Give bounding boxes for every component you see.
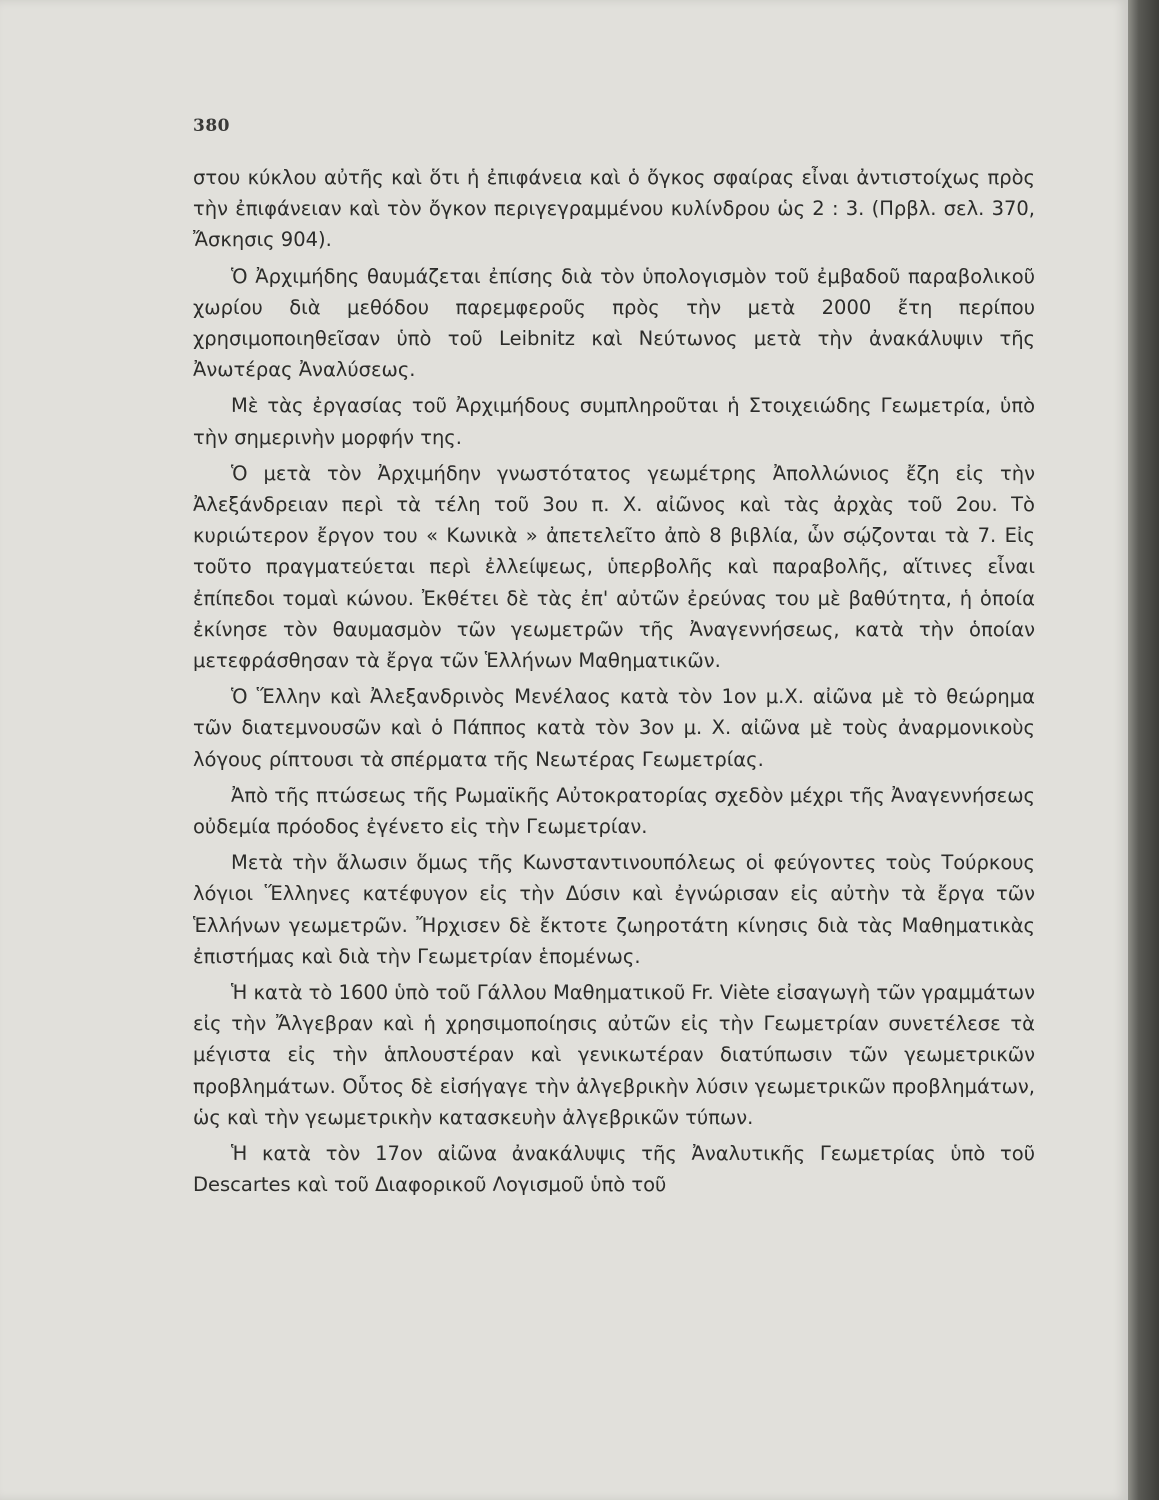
paragraph: Ἡ κατὰ τὸν 17ον αἰῶνα ἀνακάλυψις τῆς Ἀναλυτικῆς Γεωμετρίας ὑπὸ τοῦ Descartes καὶ τοῦ Διαφορικοῦ Λογισμοῦ ὑπὸ τοῦ	[193, 1142, 1035, 1197]
paragraph: Μὲ τὰς ἐργασίας τοῦ Ἀρχιμήδους συμπληροῦται ἡ Στοιχειώδης Γεωμετρία, ὑπὸ τὴν σημερινὴν μορφήν της.	[193, 394, 1035, 449]
paragraph: Ὁ μετὰ τὸν Ἀρχιμήδην γνωστότατος γεωμέτρης Ἀπολλώνιος ἔζη εἰς τὴν Ἀλεξάνδρειαν περὶ τὰ τέλη τοῦ 3ου π. Χ. αἰῶνος καὶ τὰς ἀρχὰς τοῦ 2ου. Τὸ κυριώτερον ἔργον του « Κωνικὰ » ἀπετελεῖτο ἀπὸ 8 βιβλία, ὧν σῴζονται τὰ 7. Εἰς τοῦτο πραγματεύεται περὶ ἐλλείψεως, ὑπερβολῆς καὶ παραβολῆς, αἵτινες εἶναι ἐπίπεδοι τομαὶ κώνου. Ἐκθέτει δὲ τὰς ἐπ' αὐτῶν ἐρεύνας του μὲ βαθύτητα, ἡ ὁποία ἐκίνησε τὸν θαυμασμὸν τῶν γεωμετρῶν τῆς Ἀναγεννήσεως, κατὰ τὴν ὁποίαν μετεφράσθησαν τὰ ἔργα τῶν Ἑλλήνων Μαθηματικῶν.	[193, 461, 1035, 673]
paragraph: Ἡ κατὰ τὸ 1600 ὑπὸ τοῦ Γάλλου Μαθηματικοῦ Fr. Viète εἰσαγωγὴ τῶν γραμμάτων εἰς τὴν Ἄλγεβραν καὶ ἡ χρησιμοποίησις αὐτῶν εἰς τὴν Γεωμετρίαν συνετέλεσε τὰ μέγιστα εἰς τὴν ἁπλουστέραν καὶ γενικωτέραν διατύπωσιν τῶν γεωμετρικῶν προβλημάτων. Οὗτος δὲ εἰσήγαγε τὴν ἀλγεβρικὴν λύσιν γεωμετρικῶν προβλημάτων, ὡς καὶ τὴν γεωμετρικὴν κατασκευὴν ἀλγεβρικῶν τύπων.	[193, 981, 1035, 1129]
page-binding-edge	[1128, 0, 1159, 1500]
body-text	[193, 162, 1035, 1206]
paragraph: Ἀπὸ τῆς πτώσεως τῆς Ρωμαϊκῆς Αὐτοκρατορίας σχεδὸν μέχρι τῆς Ἀναγεννήσεως οὐδεμία πρόοδος ἐγένετο εἰς τὴν Γεωμετρίαν.	[193, 783, 1035, 839]
paragraph: Ὁ Ἀρχιμήδης θαυμάζεται ἐπίσης διὰ τὸν ὑπολογισμὸν τοῦ ἐμβαδοῦ παραβολικοῦ χωρίου διὰ μεθόδου παρεμφεροῦς πρὸς τὴν μετὰ 2000 ἔτη περίπου χρησιμοποιηθεῖσαν ὑπὸ τοῦ Leibnitz καὶ Νεύτωνος μετὰ τὴν ἀνακάλυψιν τῆς Ἀνωτέρας Ἀναλύσεως.	[193, 264, 1035, 382]
page-number: 380	[193, 116, 230, 136]
paragraph: Ὁ Ἕλλην καὶ Ἀλεξανδρινὸς Μενέλαος κατὰ τὸν 1ον μ.Χ. αἰῶνα μὲ τὸ θεώρημα τῶν διατεμνουσῶν καὶ ὁ Πάππος κατὰ τὸν 3ον μ. Χ. αἰῶνα μὲ τοὺς ἀναρμονικοὺς λόγους ρίπτουσι τὰ σπέρματα τῆς Νεωτέρας Γεωμετρίας.	[193, 685, 1035, 771]
paragraph: Μετὰ τὴν ἅλωσιν ὅμως τῆς Κωνσταντινουπόλεως οἱ φεύγοντες τοὺς Τούρκους λόγιοι Ἕλληνες κατέφυγον εἰς τὴν Δύσιν καὶ ἐγνώρισαν εἰς αὐτὴν τὰ ἔργα τῶν Ἑλλήνων γεωμετρῶν. Ἤρχισεν δὲ ἔκτοτε ζωηροτάτη κίνησις διὰ τὰς Μαθηματικὰς ἐπιστήμας καὶ διὰ τὴν Γεωμετρίαν ἑπομένως.	[193, 851, 1035, 968]
paragraph: στου κύκλου αὐτῆς καὶ ὅτι ἡ ἐπιφάνεια καὶ ὁ ὄγκος σφαίρας εἶναι ἀντιστοίχως πρὸς τὴν ἐπιφάνειαν καὶ τὸν ὄγκον περιγεγραμμένου κυλίνδρου ὡς 2 : 3. (Πρβλ. σελ. 370, Ἄσκησις 904).	[193, 166, 1035, 252]
